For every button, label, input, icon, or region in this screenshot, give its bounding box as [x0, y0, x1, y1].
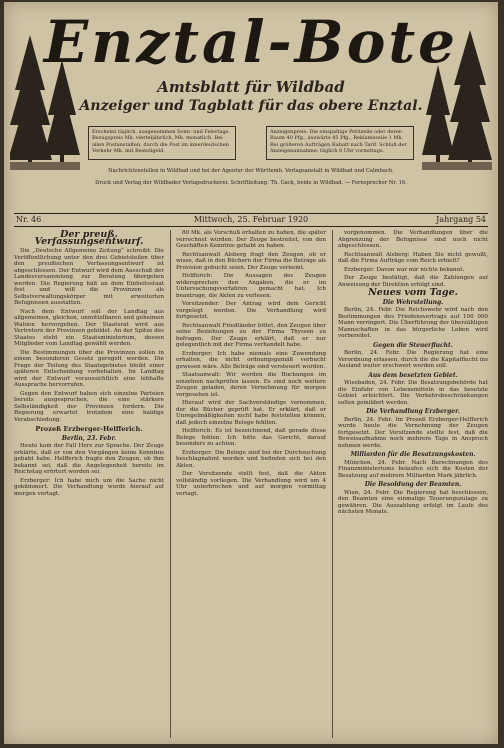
article-paragraph: Heute kam der Fall Herz zur Sprache. Der Zeuge erklärte, daß er von den Vorgängen keine Kenntnis gehabt habe. Helfferich fragte den Zeugen, ob ihm bekannt sei, daß die Angelegenheit bereits im Reichstag erörtert worden sei.	[14, 443, 164, 475]
article-paragraph: Staatsanwalt: Wir werden die Buchungen im einzelnen nachprüfen lassen. Es sind noch weitere Zeugen geladen, deren Vernehmung für morgen vorgesehen ist.	[176, 372, 326, 398]
article-paragraph: Die „Deutsche Allgemeine Zeitung“ schreibt: Die Veröffentlichung unter den drei Gebietsteilen über den preußischen Verfassungsentwurf ist abgeschlossen. Der Entwurf wird dem Ausschuß der Landesversammlung zur Beratung übergeben werden. Die Regierung hält an dem Einheitsstaat fest und will die Provinzen als Selbstverwaltungskörper mit erweiterten Befugnissen ausstatten.	[14, 248, 164, 306]
news-item-heading: Aus dem besetzten Gebiet.	[368, 371, 458, 379]
news-item-heading: Die Besoldung der Beamten.	[364, 481, 462, 488]
article-place: Berlin, 23. Febr.	[61, 434, 117, 442]
article-paragraph: Erzberger: Davon war mir nichts bekannt.	[344, 266, 465, 273]
column-divider	[170, 230, 171, 738]
article-paragraph: Hierauf wird der Sachverständige vernommen, der die Bücher geprüft hat. Er erklärt, daß er Unregelmäßigkeiten nicht habe feststellen können, daß jedoch einzelne Belege fehlten.	[176, 400, 326, 426]
article-paragraph: Die Bestimmungen über die Provinzen sollen in einem besonderen Gesetz geregelt werden. Die Frage der Teilung des Staatsgebietes bleibt einer späteren Entscheidung vorbehalten. Im Landtag wird der Entwurf voraussichtlich eine lebhafte Aussprache hervorrufen.	[14, 349, 164, 388]
news-section-headline: Neues vom Tage.	[368, 287, 458, 298]
article-paragraph: Der Vorsitzende stellt fest, daß die Akten vollständig vorliegen. Die Verhandlung wird um 4 Uhr unterbrochen und auf morgen vormittag vertagt.	[176, 471, 326, 497]
news-item-text: Berlin, 24. Febr. Die Regierung hat eine Verordnung erlassen, durch die die Kapitalflucht ins Ausland weiter erschwert werden soll.	[338, 350, 488, 369]
column-middle	[176, 230, 326, 738]
article-paragraph: Rechtsanwalt Alsberg fragt den Zeugen, ob er wisse, daß in den Büchern der Firma die Beträge als Provision gebucht seien. Der Zeuge verneint.	[176, 251, 326, 271]
news-item-heading: Milliarden für die Besatzungskosten.	[350, 451, 476, 458]
article-paragraph: Rechtsanwalt Friedländer bittet, den Zeugen über seine Beziehungen zu der Firma Thyssen zu befragen. Der Zeuge erklärt, daß er nur gelegentlich mit der Firma verhandelt habe.	[176, 322, 326, 348]
news-item-text: München, 24. Febr. Nach Berechnungen des Finanzministeriums belaufen sich die Kosten der Besatzung auf mehrere Milliarden Mark jährlich.	[338, 459, 488, 479]
issue-date: Mittwoch, 25. Februar 1920	[193, 215, 309, 224]
news-item-text: Wien, 24. Febr. Die Regierung hat beschlossen, den Beamten eine einmalige Teuerungszulage zu gewähren. Die Auszahlung erfolgt im Laufe des nächsten Monats.	[338, 489, 488, 515]
article-paragraph: Der Zeuge bestätigt, daß die Zahlungen auf Anweisung der Direktion erfolgt sind.	[338, 275, 488, 288]
news-item-text: Wiesbaden, 24. Febr. Die Besatzungsbehörde hat die Einfuhr von Lebensmitteln in das besetzte Gebiet erleichtert. Die Verkehrsbeschränkungen sollen gemildert werden.	[338, 380, 488, 406]
agency-notice: Nachrichtenstellen in Wildbad und bei der Agentur der Württemb. Verlagsanstalt in Wildbad und Calmbach.	[108, 168, 394, 174]
newspaper-page	[4, 2, 498, 744]
newspaper-title: Enztal-Bote	[43, 8, 459, 76]
advertising-info-box: Anzeigenpreis: Die einspaltige Petitzeile oder deren Raum 40 Pfg., auswärts 45 Pfg., Reklamezeile 1 Mk. Bei größeren Aufträgen Rabatt nach Tarif. Schluß der Anzeigenannahme: täglich 8 Uhr vormittags.	[266, 126, 414, 160]
article-headline: Der preuß. Verfassungsentwurf.	[34, 230, 144, 247]
news-item-text: Berlin, 24. Febr. Die Reichswehr wird nach den Bestimmungen des Friedensvertrags auf 100 000 Mann verringert. Die Überführung der überzähligen Mannschaften in das bürgerliche Leben wird vorbereitet.	[338, 307, 488, 339]
subscription-info-box: Erscheint täglich, ausgenommen Sonn- und Feiertags. Bezugspreis Mk. vierteljährlich, Mk. monatlich. Bei allen Postanstalten, durch die Post im innerdeutschen Verkehr Mk. mit Bestellgeld.	[88, 126, 236, 160]
news-item-heading: Die Wehrstellung.	[382, 298, 444, 306]
article-paragraph: Erzberger: Ich habe niemals eine Zuwendung erhalten, die nicht ordnungsgemäß verbucht gewesen wäre. Alle Beträge sind versteuert worden.	[176, 350, 326, 370]
news-item-text: Berlin, 24. Febr. Im Prozeß Erzberger-Helfferich wurde heute die Vernehmung der Zeugen fortgesetzt. Der Vorsitzende stellte fest, daß die Beweisaufnahme noch mehrere Tage in Anspruch nehmen werde.	[338, 416, 488, 449]
article-paragraph: Helfferich: Es ist bezeichnend, daß gerade diese Belege fehlen. Ich bitte das Gericht, darauf besonders zu achten.	[176, 428, 326, 447]
publisher-notice: Druck und Verlag der Wildbader Verlagsdruckerei. Schriftleitung: Th. Gack, beide in Wildbad. — Fernsprecher Nr. 16.	[95, 180, 407, 186]
article-paragraph: Gegen den Entwurf haben sich einzelne Parteien bereits ausgesprochen, die eine stärkere Selbständigkeit der Provinzen fordern. Die Regierung erwartet trotzdem eine baldige Verabschiedung.	[14, 390, 164, 423]
article-paragraph: Helfferich: Die Aussagen des Zeugen widersprechen den Angaben, die er im Untersuchungsverfahren gemacht hat. Ich beantrage, die Akten zu verlesen.	[176, 273, 326, 299]
dateline-bar	[14, 213, 488, 227]
article-paragraph: Vorsitzender: Der Antrag wird dem Gericht vorgelegt werden. Die Verhandlung wird fortgesetzt.	[176, 301, 326, 320]
article-paragraph: Nach dem Entwurf soll der Landtag aus allgemeinen, gleichen, unmittelbaren und geheimen Wahlen hervorgehen. Der Staatsrat wird aus Vertretern der Provinzen gebildet. An der Spitze des Staates steht ein Staatsministerium, dessen Mitglieder vom Landtag gewählt werden.	[14, 308, 164, 347]
article-paragraph: vorgenommen. Die Verhandlungen über die Abgrenzung der Befugnisse sind noch nicht abgeschlossen.	[338, 230, 488, 249]
article-paragraph: 80 Mk. als Vorschuß erhalten zu haben, die später verrechnet wurden. Der Zeuge bestreitet, von den Geschäften Kenntnis gehabt zu haben.	[176, 230, 326, 249]
article-paragraph: Erzberger: Die Belege sind bei der Durchsuchung beschlagnahmt worden und befinden sich bei den Akten.	[176, 449, 326, 469]
article-paragraph: Erzberger: Ich habe mich um die Sache nicht gekümmert. Die Verhandlung wurde hierauf auf morgen vertagt.	[14, 477, 164, 497]
issue-number: Nr. 46	[16, 215, 42, 224]
volume-number: Jahrgang 54	[436, 215, 486, 224]
article-paragraph: Rechtsanwalt Alsberg: Haben Sie nicht gewußt, daß die Firma Aufträge vom Reich erhielt?	[338, 251, 488, 264]
article-subheadline: Prozeß Erzberger-Helfferich.	[35, 425, 143, 433]
newspaper-subtitle: Amtsblatt für Wildbad	[157, 78, 345, 96]
news-item-heading: Die Verhandlung Erzberger.	[366, 408, 460, 415]
column-divider	[332, 230, 333, 738]
newspaper-tagline: Anzeiger und Tagblatt für das obere Enztal.	[79, 98, 423, 114]
column-right	[338, 230, 488, 738]
masthead	[4, 2, 498, 198]
column-left	[14, 230, 164, 738]
news-item-heading: Gegen die Steuerflucht.	[373, 341, 453, 349]
